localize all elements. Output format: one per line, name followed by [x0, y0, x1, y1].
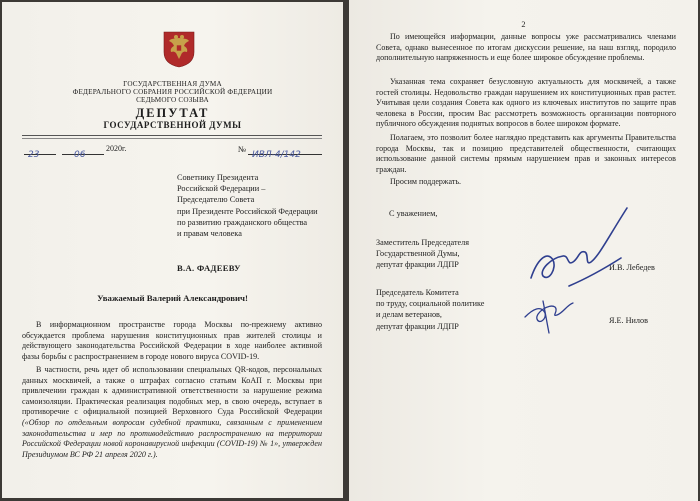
body-paragraph: В информационном пространстве города Москвы по-прежнему активно обсуждается проблема нарушения конституционных прав жителей столицы и действующего законодательства Российской Федерации в ходе наиболее активной фазы борьбы с распространением в городе нового вируса COVID-19. [22, 320, 322, 361]
header-title: ДЕПУТАТ [135, 106, 210, 120]
addressee-line: Российской Федерации – [177, 184, 266, 194]
date-month: 06 [74, 150, 86, 160]
letter-page-1 [2, 2, 343, 498]
date-day-field [24, 144, 56, 160]
header-line-convocation: СЕДЬМОГО СОЗЫВА [136, 96, 209, 104]
addressee-line: Советнику Президента [177, 173, 259, 182]
letter-page-2 [349, 0, 698, 501]
closing: С уважением, [389, 209, 438, 218]
addressee-line: по развитию гражданского общества [177, 217, 308, 227]
signature-lebedev-icon [509, 200, 644, 295]
date-suffix: г. [122, 144, 127, 153]
header-subtitle: ГОСУДАРСТВЕННОЙ ДУМЫ [103, 120, 242, 130]
header-divider [22, 135, 322, 136]
signer-1-title [376, 237, 469, 271]
signer-1-name: И.В. Лебедев [609, 263, 655, 272]
date-day: 23 [28, 150, 40, 160]
addressee-name: В.А. ФАДЕЕВУ [177, 263, 241, 273]
signer-title-line: Председатель Комитета [376, 288, 459, 297]
document-number-field [248, 144, 322, 160]
page-number: 2 [521, 20, 526, 29]
date-month-field [62, 144, 104, 160]
body-paragraph: Полагаем, это позволит более наглядно представить как аргументы Правительства города Москвы, так и позицию представителей общественности, считающих использование данной системы прямым нарушением прав и законных интересов граждан. [376, 133, 676, 174]
addressee-line: и правам человека [177, 229, 242, 239]
signer-title-line: Государственной Думы, [376, 249, 460, 259]
body-paragraph: Просим поддержать. [390, 177, 462, 186]
body-paragraph: По имеющейся информации, данные вопросы уже рассматривались членами Совета, однако вынесенное по итогам дискуссии решение, на наш взгляд, породило дополнительную напряженность и еще более широкое обсуждение проблемы. [376, 32, 676, 63]
body-paragraph: Указанная тема сохраняет безусловную актуальность для москвичей, а также гостей столицы. Недовольство граждан нарушением их конституционных прав растет. Учитывая цели создания Совета как одного из ключевых институтов по защите прав человека в России, просим Вас рассмотреть возможность организации повторного публичного обсуждения поднятых вопросов в более широком формате. [376, 77, 676, 129]
signer-title-line: Заместитель Председателя [376, 238, 470, 247]
signer-title-line: по труду, социальной политике [376, 299, 485, 309]
header-line-federal-assembly: ФЕДЕРАЛЬНОГО СОБРАНИЯ РОССИЙСКОЙ ФЕДЕРАЦИИ [72, 88, 273, 96]
signer-title-line: депутат фракции ЛДПР [376, 321, 459, 331]
signer-title-line: депутат фракции ЛДПР [376, 260, 459, 270]
header-divider-thin [22, 138, 322, 139]
addressee-line: при Президенте Российской Федерации [177, 206, 318, 216]
greeting: Уважаемый Валерий Александрович! [97, 293, 248, 303]
document-number: ИВЛ-4/142 [252, 150, 301, 160]
addressee-block [177, 172, 337, 239]
addressee-line: Председателю Совета [177, 195, 255, 205]
signature-nilov-icon [519, 295, 579, 335]
date-year: 2020 [106, 144, 122, 153]
date-year-field [106, 144, 126, 153]
body-citation: («Обзор по отдельным вопросам судебной практики, связанным с применением законодательства и мер по противодействию распространению на территории Российской Федерации новой коронавирусной инфекции (COVID-19) № 1», утвержден Президиумом ВС РФ 21 апреля 2020 г.). [22, 417, 322, 459]
signer-2-title [376, 287, 484, 332]
russian-coat-of-arms-icon [162, 30, 196, 68]
document-number-label: № [238, 144, 247, 154]
header-line-duma: ГОСУДАРСТВЕННАЯ ДУМА [123, 80, 222, 88]
signer-title-line: и делам ветеранов, [376, 310, 442, 320]
body-paragraph [22, 365, 322, 460]
body-text: В частности, речь идет об использовании специальных QR-кодов, персональных данных москвичей, а также о штрафах согласно статьям КоАП г. Москвы при привлечении граждан к административной ответственности за нарушение режима самоизоляции. Практическая реализация подобных мер, в свою очередь, вступает в противоречие с официальной позицией Верховного Суда Российской Федерации [22, 365, 322, 417]
signer-2-name: Я.Е. Нилов [609, 316, 648, 325]
